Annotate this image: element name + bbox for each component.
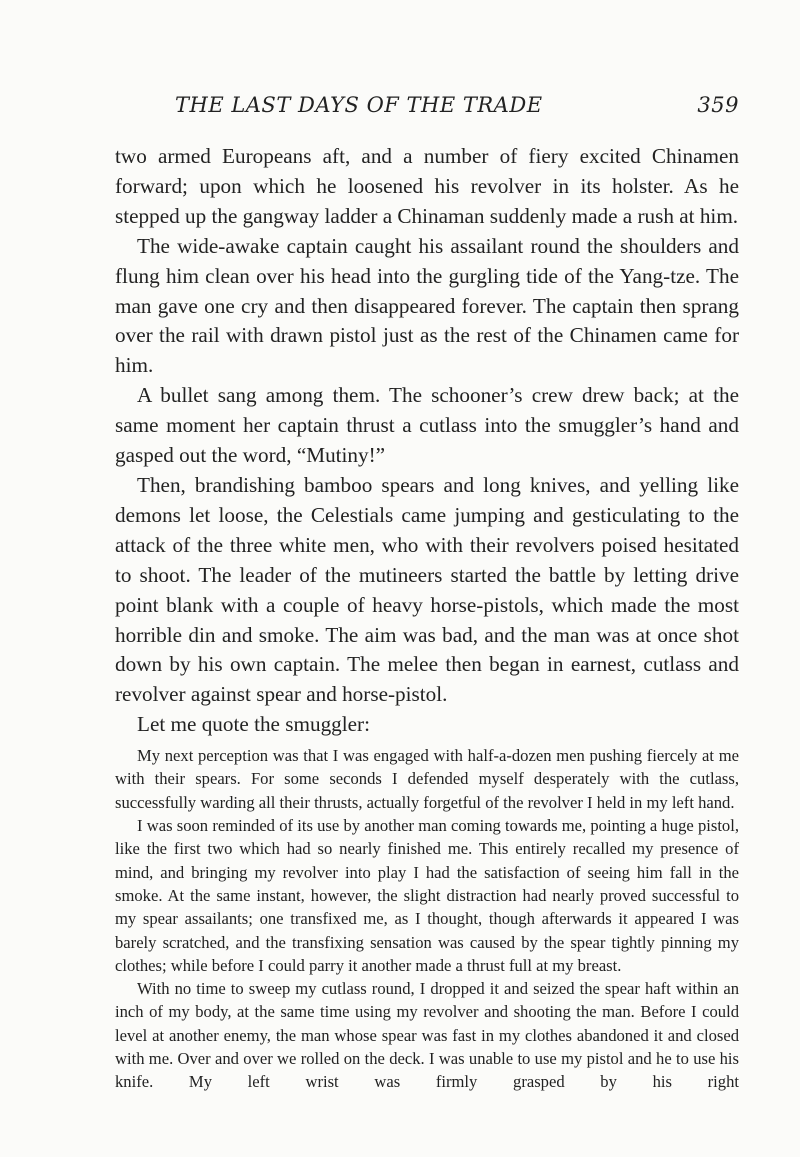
quote-paragraph: My next perception was that I was engaged with half-a-dozen men pushing fiercely at me with their spears. For some seconds I defended myself desperately with the cutlass, successfully warding all their thrusts, actually forgetful of the revolver I held in my left hand. [115, 746, 739, 812]
main-text [115, 142, 739, 740]
block-quote [115, 744, 739, 1093]
page-number: 359 [697, 93, 739, 117]
paragraph: The wide-awake captain caught his assailant round the shoulders and flung him clean over his head into the gurgling tide of the Yang-tze. The man gave one cry and then disappeared forever. The captain then sprang over the rail with drawn pistol just as the rest of the Chinamen came for him. [115, 233, 739, 378]
paragraph: Then, brandishing bamboo spears and long knives, and yelling like demons let loose, the Celestials came jumping and gesticulating to the attack of the three white men, who with their revolvers poised hesitated to shoot. The leader of the mutineers started the battle by letting drive point blank with a couple of heavy horse-pistols, which made the most horrible din and smoke. The aim was bad, and the man was at once shot down by his own captain. The melee then began in earnest, cutlass and revolver against spear and horse-pistol. [115, 472, 739, 707]
quote-paragraph: I was soon reminded of its use by another man coming towards me, pointing a huge pistol, like the first two which had so nearly finished me. This entirely recalled my presence of mind, and bringing my revolver into play I had the satisfaction of seeing him fall in the smoke. At the same instant, however, the slight distraction had nearly proved successful to my spear assailants; one transfixed me, as I thought, though afterwards it appeared I was barely scratched, and the transfixing sensation was caused by the spear tightly pinning my clothes; while before I could parry it another made a thrust full at my breast. [115, 816, 739, 975]
quote-paragraph: With no time to sweep my cutlass round, I dropped it and seized the spear haft within an inch of my body, at the same time using my revolver and shooting the man. Before I could level at another enemy, the man whose spear was fast in my clothes abandoned it and closed with me. Over and over we rolled on the deck. I was unable to use my pistol and he to use his knife. My left wrist was firmly grasped by his right [115, 979, 739, 1092]
running-title: THE LAST DAYS OF THE TRADE [175, 93, 543, 117]
paragraph: two armed Europeans aft, and a number of fiery excited Chinamen forward; upon which he loosened his revolver in its holster. As he stepped up the gangway ladder a Chinaman suddenly made a rush at him. [115, 144, 739, 228]
paragraph: Let me quote the smuggler: [137, 712, 371, 737]
running-head [115, 92, 739, 118]
paragraph: A bullet sang among them. The schooner’s crew drew back; at the same moment her captain thrust a cutlass into the smuggler’s hand and gasped out the word, “Mutiny!” [115, 383, 739, 468]
book-page [115, 92, 739, 1094]
